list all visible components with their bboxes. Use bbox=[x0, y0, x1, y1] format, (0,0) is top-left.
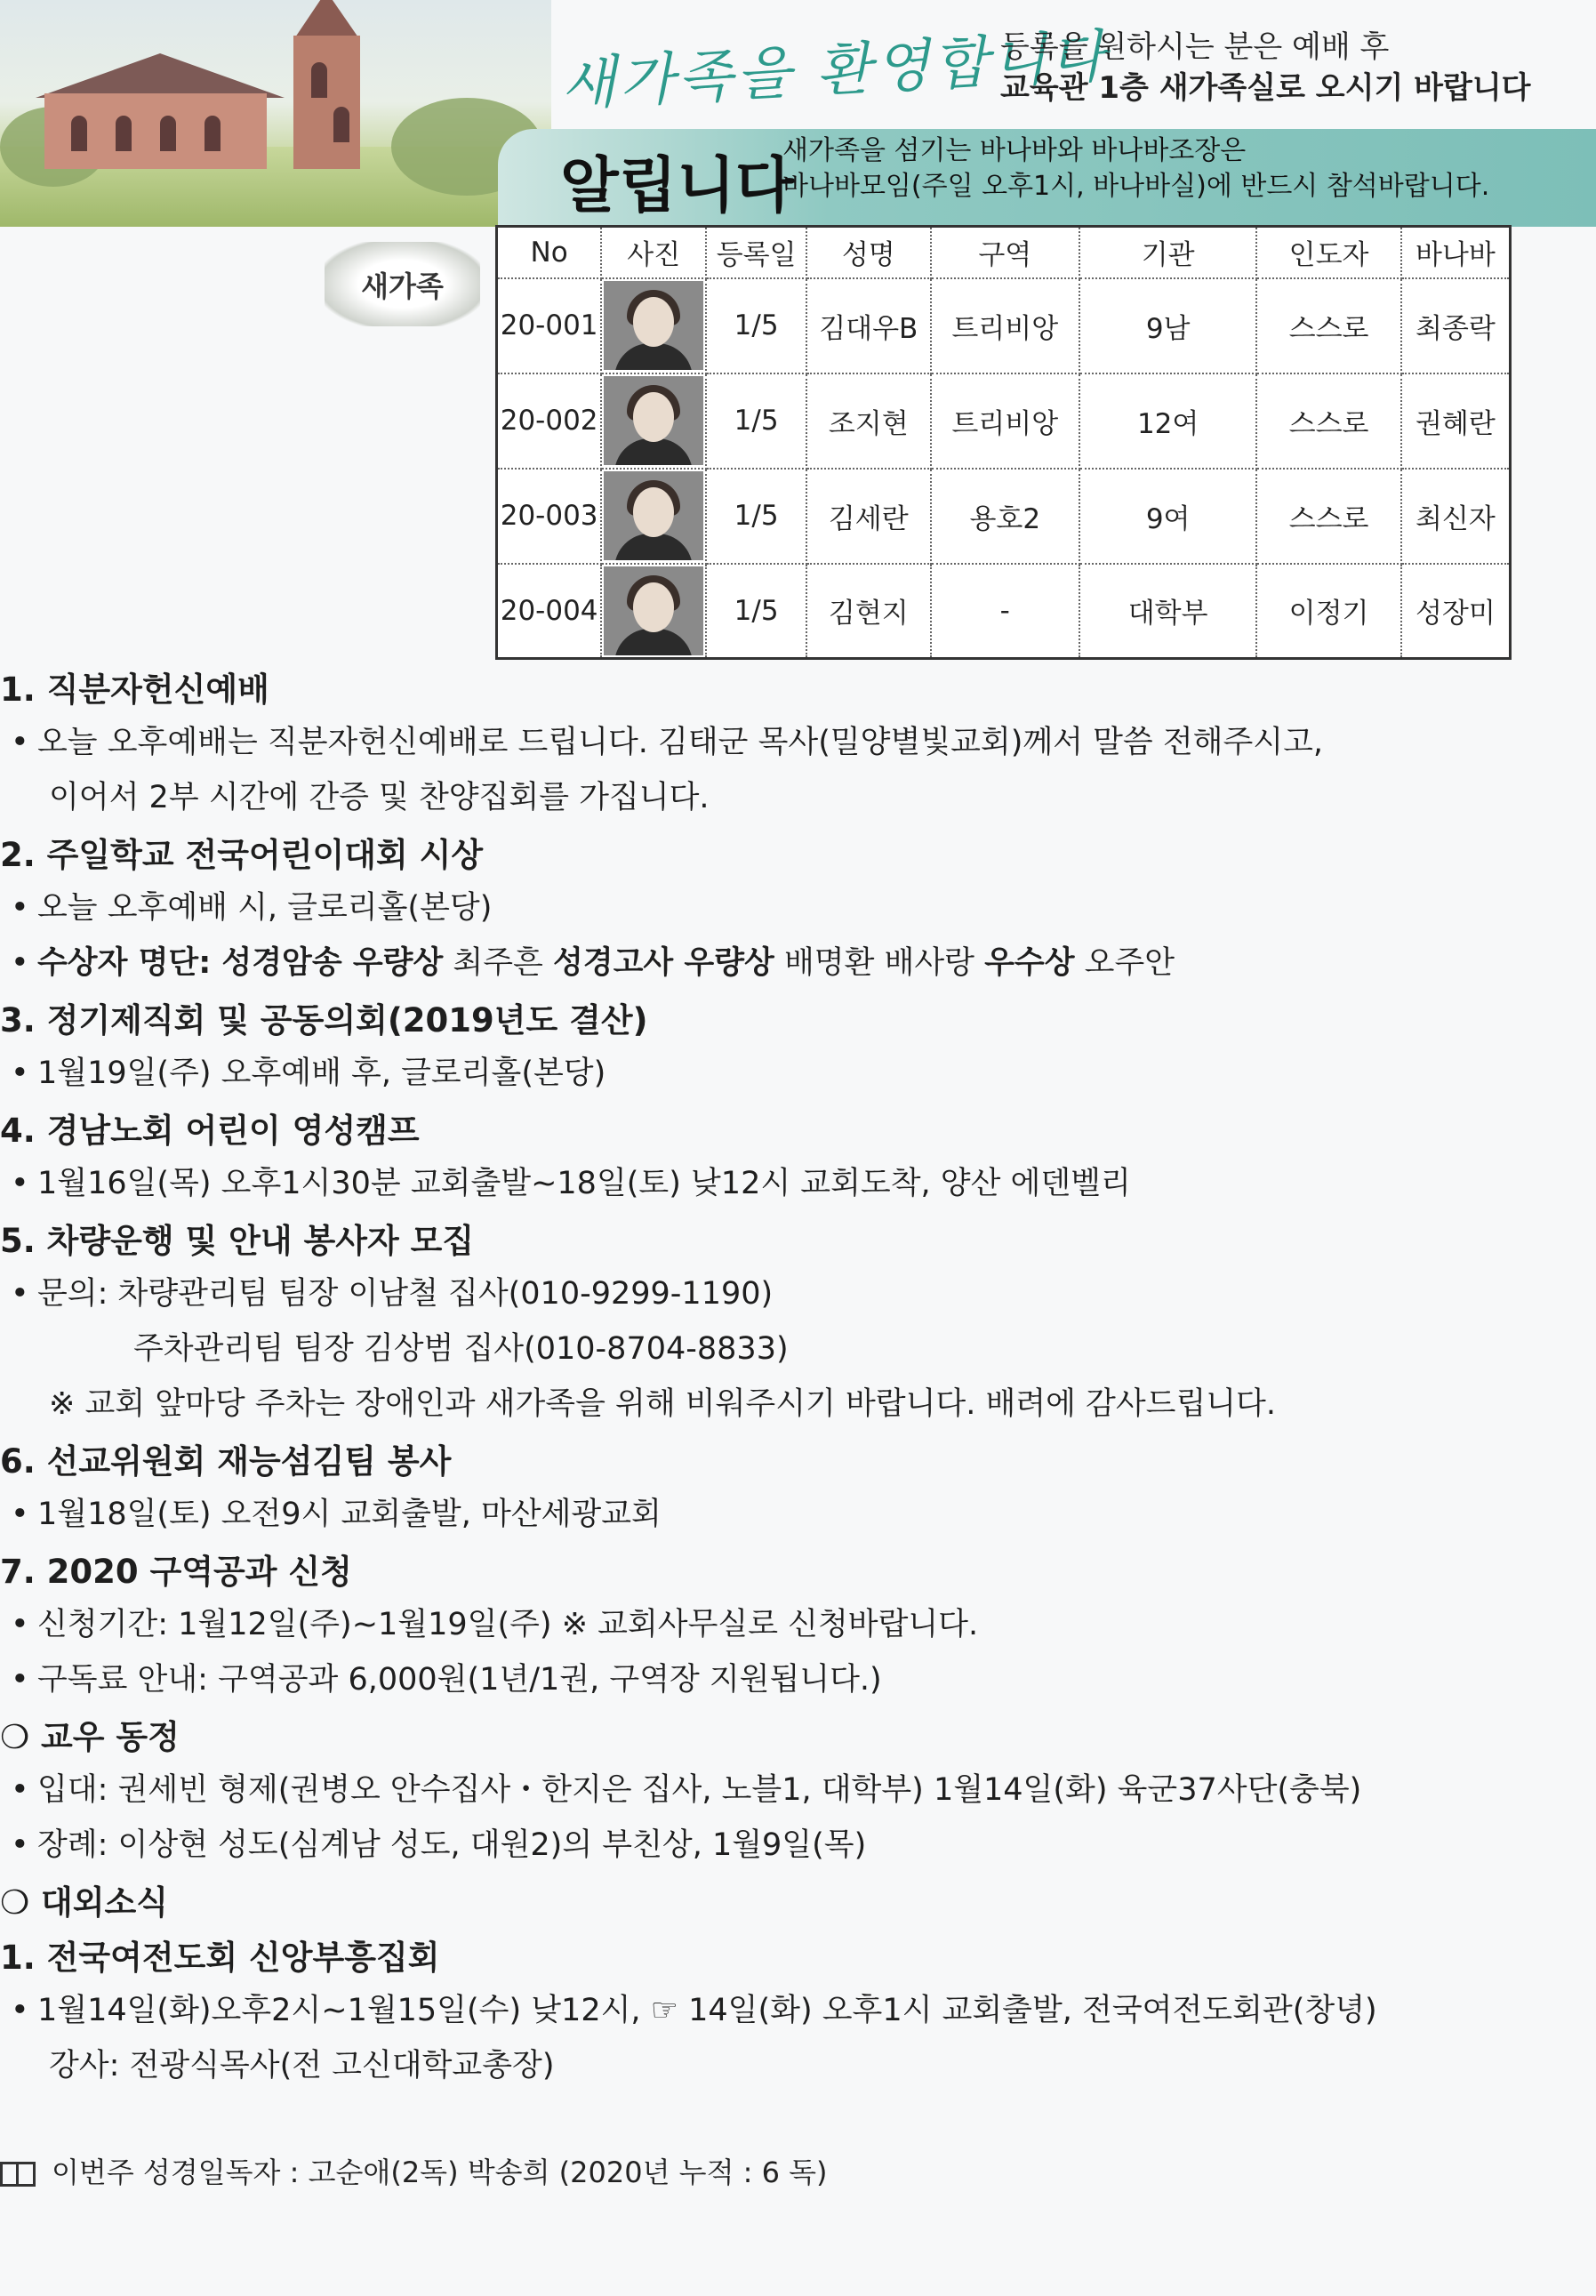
table-row bbox=[497, 469, 1511, 564]
section-title: 4. 경남노회 어린이 영성캠프 bbox=[0, 1112, 420, 1150]
portrait-photo bbox=[604, 281, 703, 370]
cell-guide: 스스로 bbox=[1256, 373, 1400, 469]
announcement-line: • 1월16일(목) 오후1시30분 교회출발~18일(토) 낮12시 교회도착, 양산 에덴벨리 bbox=[0, 1159, 1131, 1203]
cell-name: 김현지 bbox=[806, 564, 931, 659]
cell-date: 1/5 bbox=[706, 373, 806, 469]
cell-name: 조지현 bbox=[806, 373, 931, 469]
col-org: 기관 bbox=[1079, 227, 1256, 278]
announcement-line: • 오늘 오후예배 시, 글로리홀(본당) bbox=[0, 883, 492, 927]
church-illustration bbox=[0, 0, 551, 227]
portrait-photo bbox=[604, 471, 703, 560]
cell-org: 대학부 bbox=[1079, 564, 1256, 659]
welcome-heading: 새가족을 환영합니다 bbox=[558, 23, 1111, 119]
announcement-line: • 1월19일(주) 오후예배 후, 글로리홀(본당) bbox=[0, 1048, 606, 1093]
section-title: ❍ 대외소식 bbox=[0, 1883, 169, 1922]
col-barnabas: 바나바 bbox=[1401, 227, 1511, 278]
col-date: 등록일 bbox=[706, 227, 806, 278]
announcement-line: • 구독료 안내: 구역공과 6,000원(1년/1권, 구역장 지원됩니다.) bbox=[0, 1655, 882, 1699]
notice-title: 알립니다 bbox=[560, 150, 794, 221]
section-title: 3. 정기제직회 및 공동의회(2019년도 결산) bbox=[0, 1001, 648, 1040]
cell-no: 20-002 bbox=[497, 373, 602, 469]
col-district: 구역 bbox=[931, 227, 1079, 278]
cell-barnabas: 권혜란 bbox=[1401, 373, 1511, 469]
cell-guide: 스스로 bbox=[1256, 469, 1400, 564]
cell-org: 12여 bbox=[1079, 373, 1256, 469]
portrait-photo bbox=[604, 376, 703, 465]
section-title: 1. 직분자헌신예배 bbox=[0, 670, 269, 709]
table-row bbox=[497, 564, 1511, 659]
cell-no: 20-001 bbox=[497, 278, 602, 373]
announcement-line: 주차관리팀 팀장 김상범 집사(010-8704-8833) bbox=[133, 1331, 789, 1367]
cell-org: 9여 bbox=[1079, 469, 1256, 564]
cell-no: 20-003 bbox=[497, 469, 602, 564]
cell-name: 김대우B bbox=[806, 278, 931, 373]
section-title: ❍ 교우 동정 bbox=[0, 1718, 180, 1756]
col-name: 성명 bbox=[806, 227, 931, 278]
book-icon bbox=[0, 2162, 36, 2187]
announcement-line: • 1월14일(화)오후2시~1월15일(수) 낮12시, ☞ 14일(화) 오후1시 교회출발, 전국여전도회관(창녕) bbox=[0, 1986, 1377, 2030]
col-guide: 인도자 bbox=[1256, 227, 1400, 278]
cell-photo bbox=[601, 469, 706, 564]
table-row bbox=[497, 373, 1511, 469]
cell-district: 트리비앙 bbox=[931, 278, 1079, 373]
announcement-line: • 1월18일(토) 오전9시 교회출발, 마산세광교회 bbox=[0, 1489, 662, 1534]
section-title: 6. 선교위원회 재능섬김팀 봉사 bbox=[0, 1442, 452, 1481]
table-row bbox=[497, 278, 1511, 373]
announcement-line: 강사: 전광식목사(전 고신대학교총장) bbox=[49, 2048, 555, 2083]
cell-photo bbox=[601, 373, 706, 469]
section-title: 1. 전국여전도회 신앙부흥집회 bbox=[0, 1939, 440, 1977]
section-title: 7. 2020 구역공과 신청 bbox=[0, 1553, 352, 1591]
col-photo: 사진 bbox=[601, 227, 706, 278]
cell-org: 9남 bbox=[1079, 278, 1256, 373]
announcement-line: • 입대: 권세빈 형제(권병오 안수집사・한지은 집사, 노블1, 대학부) 1월14일(화) 육군37사단(충북) bbox=[0, 1765, 1361, 1810]
cell-date: 1/5 bbox=[706, 278, 806, 373]
cell-no: 20-004 bbox=[497, 564, 602, 659]
cell-barnabas: 성장미 bbox=[1401, 564, 1511, 659]
announcement-line: ※ 교회 앞마당 주차는 장애인과 새가족을 위해 비워주시기 바랍니다. 배려에 감사드립니다. bbox=[49, 1386, 1276, 1422]
announcement-line: • 문의: 차량관리팀 팀장 이남철 집사(010-9299-1190) bbox=[0, 1269, 773, 1313]
cell-district: 트리비앙 bbox=[931, 373, 1079, 469]
section-title: 5. 차량운행 및 안내 봉사자 모집 bbox=[0, 1222, 475, 1260]
table-header-row bbox=[497, 227, 1511, 278]
bible-readers-line: 이번주 성경일독자 : 고순애(2독) 박송희 (2020년 누적 : 6 독) bbox=[0, 2150, 828, 2191]
notice-text: 새가족을 섬기는 바나바와 바나바조장은 바나바모임(주일 오후1시, 바나바실)에 반드시 참석바랍니다. bbox=[782, 135, 1490, 202]
cell-date: 1/5 bbox=[706, 564, 806, 659]
cell-district: - bbox=[931, 564, 1079, 659]
section-title: 2. 주일학교 전국어린이대회 시상 bbox=[0, 836, 484, 874]
cell-photo bbox=[601, 564, 706, 659]
col-no: No bbox=[497, 227, 602, 278]
cell-barnabas: 최종락 bbox=[1401, 278, 1511, 373]
announcement-line: • 오늘 오후예배는 직분자헌신예배로 드립니다. 김태군 목사(밀양별빛교회)께서 말씀 전해주시고, bbox=[0, 718, 1323, 762]
announcement-line: 이어서 2부 시간에 간증 및 찬양집회를 가집니다. bbox=[49, 780, 710, 815]
announcement-line: • 신청기간: 1월12일(주)~1월19일(주) ※ 교회사무실로 신청바랍니다. bbox=[0, 1600, 978, 1644]
newcomers-table bbox=[495, 225, 1512, 660]
announcement-line: • 장례: 이상현 성도(심계남 성도, 대원2)의 부친상, 1월9일(목) bbox=[0, 1820, 866, 1865]
registration-note: 등록을 원하시는 분은 예배 후 교육관 1층 새가족실로 오시기 바랍니다 bbox=[1000, 29, 1531, 106]
cell-district: 용호2 bbox=[931, 469, 1079, 564]
cell-guide: 스스로 bbox=[1256, 278, 1400, 373]
cell-photo bbox=[601, 278, 706, 373]
cell-date: 1/5 bbox=[706, 469, 806, 564]
award-line: • 수상자 명단: 성경암송 우량상 최주흔 성경고사 우량상 배명환 배사랑 우수상 오주안 bbox=[11, 945, 1175, 981]
header bbox=[0, 0, 1596, 227]
cell-guide: 이정기 bbox=[1256, 564, 1400, 659]
new-family-tag: 새가족 bbox=[325, 242, 480, 326]
cell-name: 김세란 bbox=[806, 469, 931, 564]
cell-barnabas: 최신자 bbox=[1401, 469, 1511, 564]
portrait-photo bbox=[604, 566, 703, 655]
